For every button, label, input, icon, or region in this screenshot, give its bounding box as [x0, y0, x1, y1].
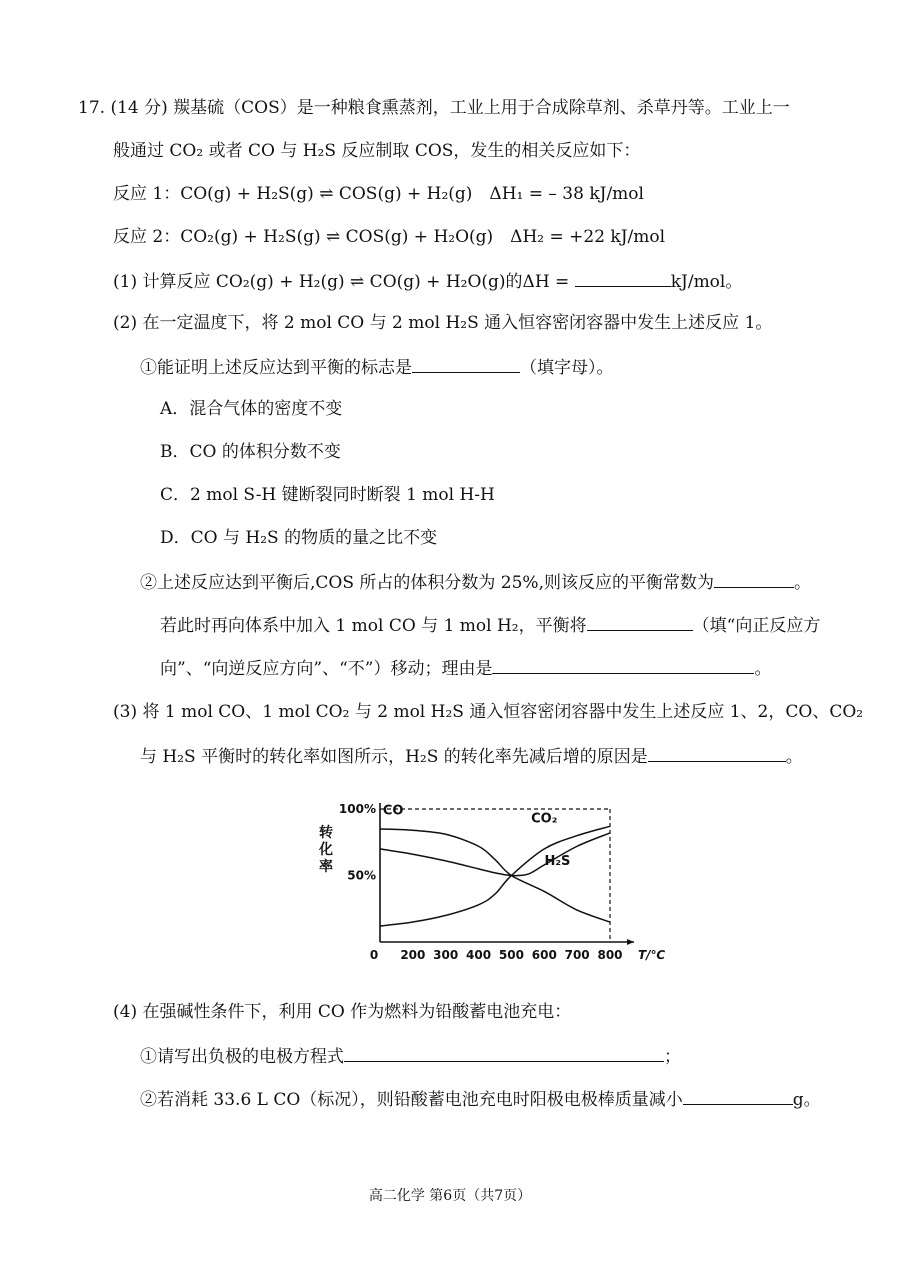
part-3-line-1: (3) 将 1 mol CO、1 mol CO₂ 与 2 mol H₂S 通入恒容密闭容器中发生上述反应 1、2，CO、CO₂ — [113, 702, 864, 722]
option-d: D．CO 与 H₂S 的物质的量之比不变 — [160, 528, 438, 548]
part-4-sub-1-tail: ； — [664, 1047, 681, 1067]
part-2-sub-1-tail: （填字母）。 — [520, 358, 614, 378]
part-1-unit: kJ/mol。 — [670, 272, 743, 292]
part-3-line-2 — [140, 743, 803, 769]
x-tick-label: 200 — [400, 948, 426, 962]
chart-series — [380, 826, 610, 926]
part-2-sub-2-tail: 。 — [794, 573, 811, 593]
part-1 — [113, 268, 742, 294]
part-4-sub-1-text: ①请写出负极的电极方程式 — [140, 1047, 344, 1067]
answer-blank-4-1[interactable] — [344, 1043, 664, 1062]
x-tick-label: 800 — [597, 948, 623, 962]
chart-ticks — [339, 802, 623, 962]
part-4-sub-2 — [140, 1086, 821, 1112]
x-tick-label: 300 — [433, 948, 459, 962]
part-2-sub-4-tail: 。 — [754, 659, 772, 679]
part-2-sub-3-text: 若此时再向体系中加入 1 mol CO 与 1 mol H₂，平衡将 — [160, 616, 587, 636]
answer-blank-4-2[interactable] — [683, 1086, 793, 1105]
x-tick-label: 600 — [531, 948, 557, 962]
part-2-sub-1-text: ①能证明上述反应达到平衡的标志是 — [140, 358, 412, 378]
answer-blank-2-3[interactable] — [587, 612, 693, 631]
part-4-sub-1 — [140, 1043, 681, 1069]
part-4-text: (4) 在强碱性条件下，利用 CO 作为燃料为铅酸蓄电池充电： — [113, 1002, 572, 1022]
y-axis-label-char: 率 — [319, 859, 333, 875]
part-1-text: (1) 计算反应 CO₂(g) + H₂(g) ⇌ CO(g) + H₂O(g)的ΔH = — [113, 272, 575, 292]
x-tick-label: 400 — [466, 948, 492, 962]
series-line — [380, 826, 610, 926]
x-axis-arrow — [627, 939, 634, 945]
series-label: CO₂ — [531, 811, 558, 827]
part-2-sub-4 — [160, 655, 771, 681]
answer-blank-2-2[interactable] — [714, 569, 794, 588]
part-4-sub-2-tail: g。 — [792, 1090, 821, 1110]
option-a: A．混合气体的密度不变 — [160, 399, 343, 419]
option-b: B．CO 的体积分数不变 — [160, 442, 341, 462]
conversion-rate-chart — [312, 792, 666, 966]
y-axis-label-char: 转 — [319, 825, 333, 841]
series-line — [380, 833, 610, 876]
answer-blank-1[interactable] — [575, 268, 671, 287]
y-tick-label: 100% — [338, 802, 376, 816]
part-2-sub-2 — [140, 569, 811, 595]
reaction-1: 反应 1：CO(g) + H₂S(g) ⇌ COS(g) + H₂(g) ΔH₁ = – 38 kJ/mol — [113, 184, 644, 204]
answer-blank-3[interactable] — [648, 743, 786, 762]
x-tick-label: 0 — [369, 948, 379, 962]
reaction-2: 反应 2：CO₂(g) + H₂S(g) ⇌ COS(g) + H₂O(g) ΔH₂ = +22 kJ/mol — [113, 227, 666, 247]
answer-blank-2-4[interactable] — [492, 655, 754, 674]
option-c: C．2 mol S-H 键断裂同时断裂 1 mol H-H — [160, 485, 495, 505]
part-2-sub-3-tail: （填“向正反应方 — [692, 616, 821, 636]
part-2-sub-4-text: 向”、“向逆反应方向”、“不”）移动；理由是 — [160, 659, 493, 679]
x-tick-label: 500 — [498, 948, 524, 962]
series-label: H₂S — [544, 853, 571, 869]
part-2-sub-3 — [160, 612, 820, 638]
y-tick-label: 50% — [347, 868, 376, 883]
part-3-tail: 。 — [785, 747, 803, 767]
page-footer: 高二化学 第6页（共7页） — [368, 1188, 532, 1204]
part-3-text: 与 H₂S 平衡时的转化率如图所示，H₂S 的转化率先减后增的原因是 — [140, 747, 648, 767]
chart-labels — [318, 803, 666, 962]
series-label: CO — [382, 803, 404, 819]
question-intro-line-2: 般通过 CO₂ 或者 CO 与 H₂S 反应制取 COS，发生的相关反应如下： — [113, 141, 641, 161]
part-2-sub-2-text: ②上述反应达到平衡后,COS 所占的体积分数为 25%,则该反应的平衡常数为 — [140, 573, 714, 593]
x-tick-label: 700 — [564, 948, 590, 962]
x-axis-label: T/℃ — [638, 948, 666, 962]
answer-blank-2-1[interactable] — [412, 354, 520, 373]
part-2-sub-1 — [140, 354, 614, 380]
series-line — [380, 829, 610, 922]
y-axis-label-char: 化 — [319, 842, 333, 858]
part-2: (2) 在一定温度下，将 2 mol CO 与 2 mol H₂S 通入恒容密闭容器中发生上述反应 1。 — [113, 313, 773, 333]
chart-frame — [380, 803, 634, 945]
part-4-sub-2-text: ②若消耗 33.6 L CO（标况），则铅酸蓄电池充电时阳极电极棒质量减小 — [140, 1090, 683, 1110]
question-intro-line-1: 17. (14 分) 羰基硫（COS）是一种粮食熏蒸剂，工业上用于合成除草剂、杀草丹等。工业上一 — [78, 98, 790, 118]
